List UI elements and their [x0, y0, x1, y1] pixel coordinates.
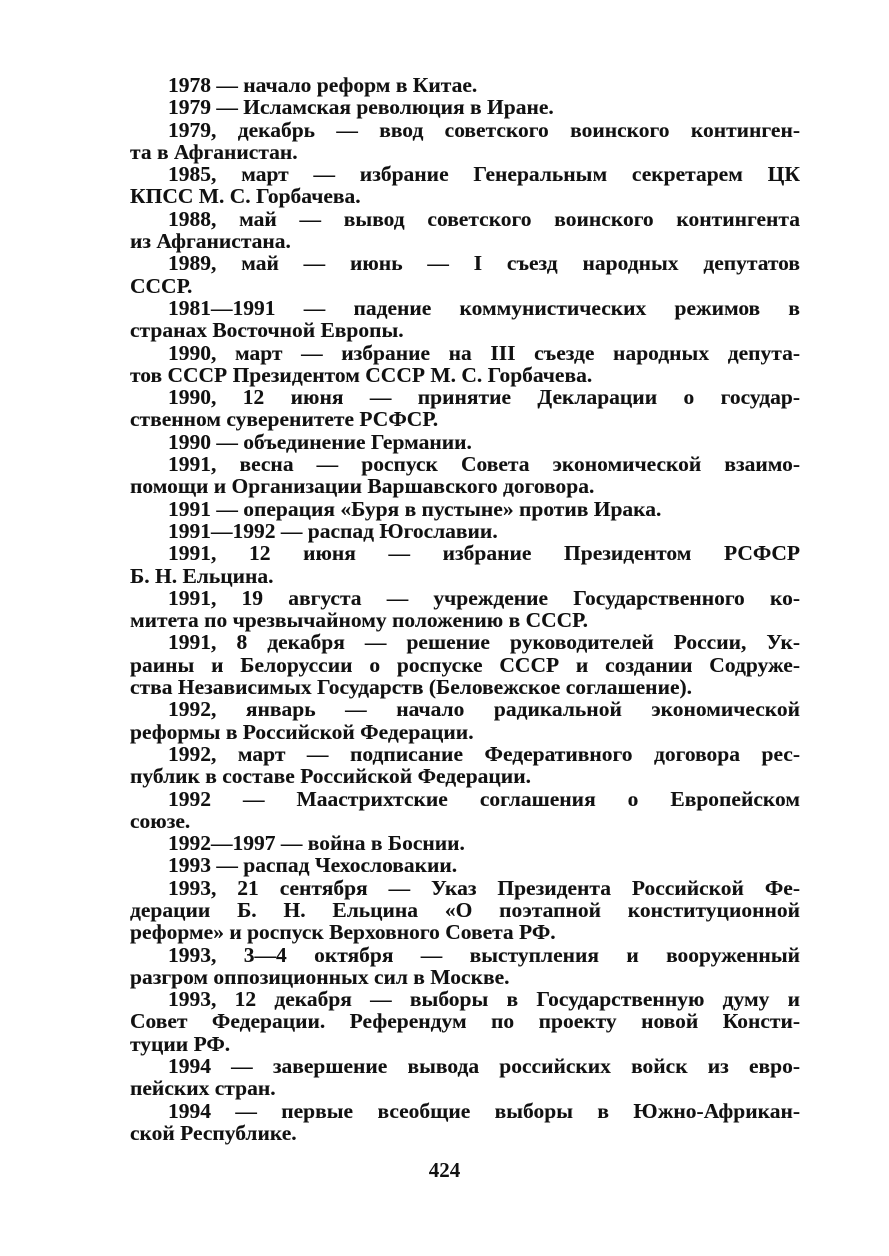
chronology-entry — [130, 208, 800, 253]
entry-line: 1992, март — подписание Федеративного договора рес- — [168, 741, 800, 766]
entry-line: дерации Б. Н. Ельцина «О поэтапной конституционной — [130, 897, 800, 922]
chronology-text — [130, 74, 800, 1144]
chronology-entry — [130, 1100, 800, 1145]
entry-line: 1992, январь — начало радикальной экономической — [168, 697, 800, 722]
chronology-entry — [130, 944, 800, 989]
entry-line: разгром оппозиционных сил в Москве. — [130, 964, 510, 989]
chronology-entry — [130, 1055, 800, 1100]
entry-line: реформе» и роспуск Верховного Совета РФ. — [130, 920, 556, 945]
entry-line: союзе. — [130, 808, 191, 833]
entry-line: 1991—1992 — распад Югославии. — [168, 518, 498, 543]
entry-line: из Афганистана. — [130, 229, 291, 254]
entry-line: 1981—1991 — падение коммунистических режимов в — [168, 295, 800, 320]
entry-line: ской Республике. — [130, 1120, 297, 1145]
chronology-entry — [130, 386, 800, 431]
entry-line: 1991, 12 июня — избрание Президентом РСФСР — [168, 541, 800, 566]
entry-line: помощи и Организации Варшавского договора. — [130, 474, 595, 499]
entry-line: раины и Белоруссии о роспуске СССР и создании Содруже- — [130, 652, 800, 677]
entry-line: 1990 — объединение Германии. — [168, 429, 472, 454]
chronology-entry — [130, 788, 800, 833]
chronology-entry — [130, 431, 800, 453]
entry-line: 1992—1997 — война в Боснии. — [168, 831, 465, 856]
entry-line: 1985, март — избрание Генеральным секретарем ЦК — [168, 162, 800, 187]
entry-line: митета по чрезвычайному положению в СССР. — [130, 608, 588, 633]
entry-line: 1978 — начало реформ в Китае. — [168, 73, 478, 97]
entry-line: 1990, март — избрание на III съезде народных депута- — [168, 340, 800, 365]
chronology-entry — [130, 119, 800, 164]
entry-line: 1993, 21 сентября — Указ Президента Российской Фе- — [168, 875, 800, 900]
chronology-entry — [130, 342, 800, 387]
entry-line: туции РФ. — [130, 1031, 231, 1056]
entry-line: КПСС М. С. Горбачева. — [130, 184, 361, 209]
chronology-entry — [130, 832, 800, 854]
chronology-entry — [130, 698, 800, 743]
entry-line: Б. Н. Ельцина. — [130, 563, 274, 588]
entry-line: 1988, май — вывод советского воинского контингента — [168, 206, 800, 231]
entry-line: пейских стран. — [130, 1076, 276, 1101]
entry-line: 1993 — распад Чехословакии. — [168, 853, 458, 878]
entry-line: та в Афганистан. — [130, 139, 298, 164]
entry-line: 1991, 19 августа — учреждение Государственного ко- — [168, 585, 800, 610]
entry-line: Совет Федерации. Референдум по проекту новой Консти- — [130, 1009, 800, 1034]
chronology-entry — [130, 520, 800, 542]
entry-line: 1979, декабрь — ввод советского воинского континген- — [168, 117, 800, 142]
chronology-entry — [130, 453, 800, 498]
chronology-entry — [130, 854, 800, 876]
entry-line: 1991, 8 декабря — решение руководителей России, Ук- — [168, 630, 800, 655]
entry-line: ства Независимых Государств (Беловежское соглашение). — [130, 675, 693, 700]
chronology-entry — [130, 297, 800, 342]
chronology-entry — [130, 877, 800, 944]
chronology-entry — [130, 988, 800, 1055]
entry-line: ственном суверенитете РСФСР. — [130, 407, 439, 432]
entry-line: 1993, 3—4 октября — выступления и вооруженный — [168, 942, 800, 967]
chronology-entry — [130, 96, 800, 118]
chronology-entry — [130, 163, 800, 208]
chronology-entry — [130, 74, 800, 96]
entry-line: 1991, весна — роспуск Совета экономической взаимо- — [168, 452, 800, 477]
entry-line: 1990, 12 июня — принятие Декларации о государ- — [168, 385, 800, 410]
entry-line: 1994 — завершение вывода российских войск из евро- — [168, 1054, 800, 1079]
entry-line: 1993, 12 декабря — выборы в Государственную думу и — [168, 987, 800, 1012]
chronology-entry — [130, 252, 800, 297]
entry-line: 1991 — операция «Буря в пустыне» против Ирака. — [168, 496, 662, 521]
chronology-entry — [130, 498, 800, 520]
entry-line: публик в составе Российской Федерации. — [130, 764, 531, 789]
chronology-entry — [130, 743, 800, 788]
entry-line: реформы в Российской Федерации. — [130, 719, 474, 744]
entry-line: странах Восточной Европы. — [130, 318, 404, 343]
entry-line: 1989, май — июнь — I съезд народных депутатов — [168, 251, 800, 276]
entry-line: 1992 — Маастрихтские соглашения о Европейском — [168, 786, 800, 811]
chronology-entry — [130, 542, 800, 587]
entry-line: 1994 — первые всеобщие выборы в Южно-Африкан- — [168, 1098, 800, 1123]
chronology-entry — [130, 587, 800, 632]
chronology-entry — [130, 631, 800, 698]
entry-line: СССР. — [130, 273, 193, 298]
entry-line: 1979 — Исламская революция в Иране. — [168, 95, 554, 120]
page-number: 424 — [428, 1158, 461, 1182]
entry-line: тов СССР Президентом СССР М. С. Горбачева. — [130, 362, 593, 387]
